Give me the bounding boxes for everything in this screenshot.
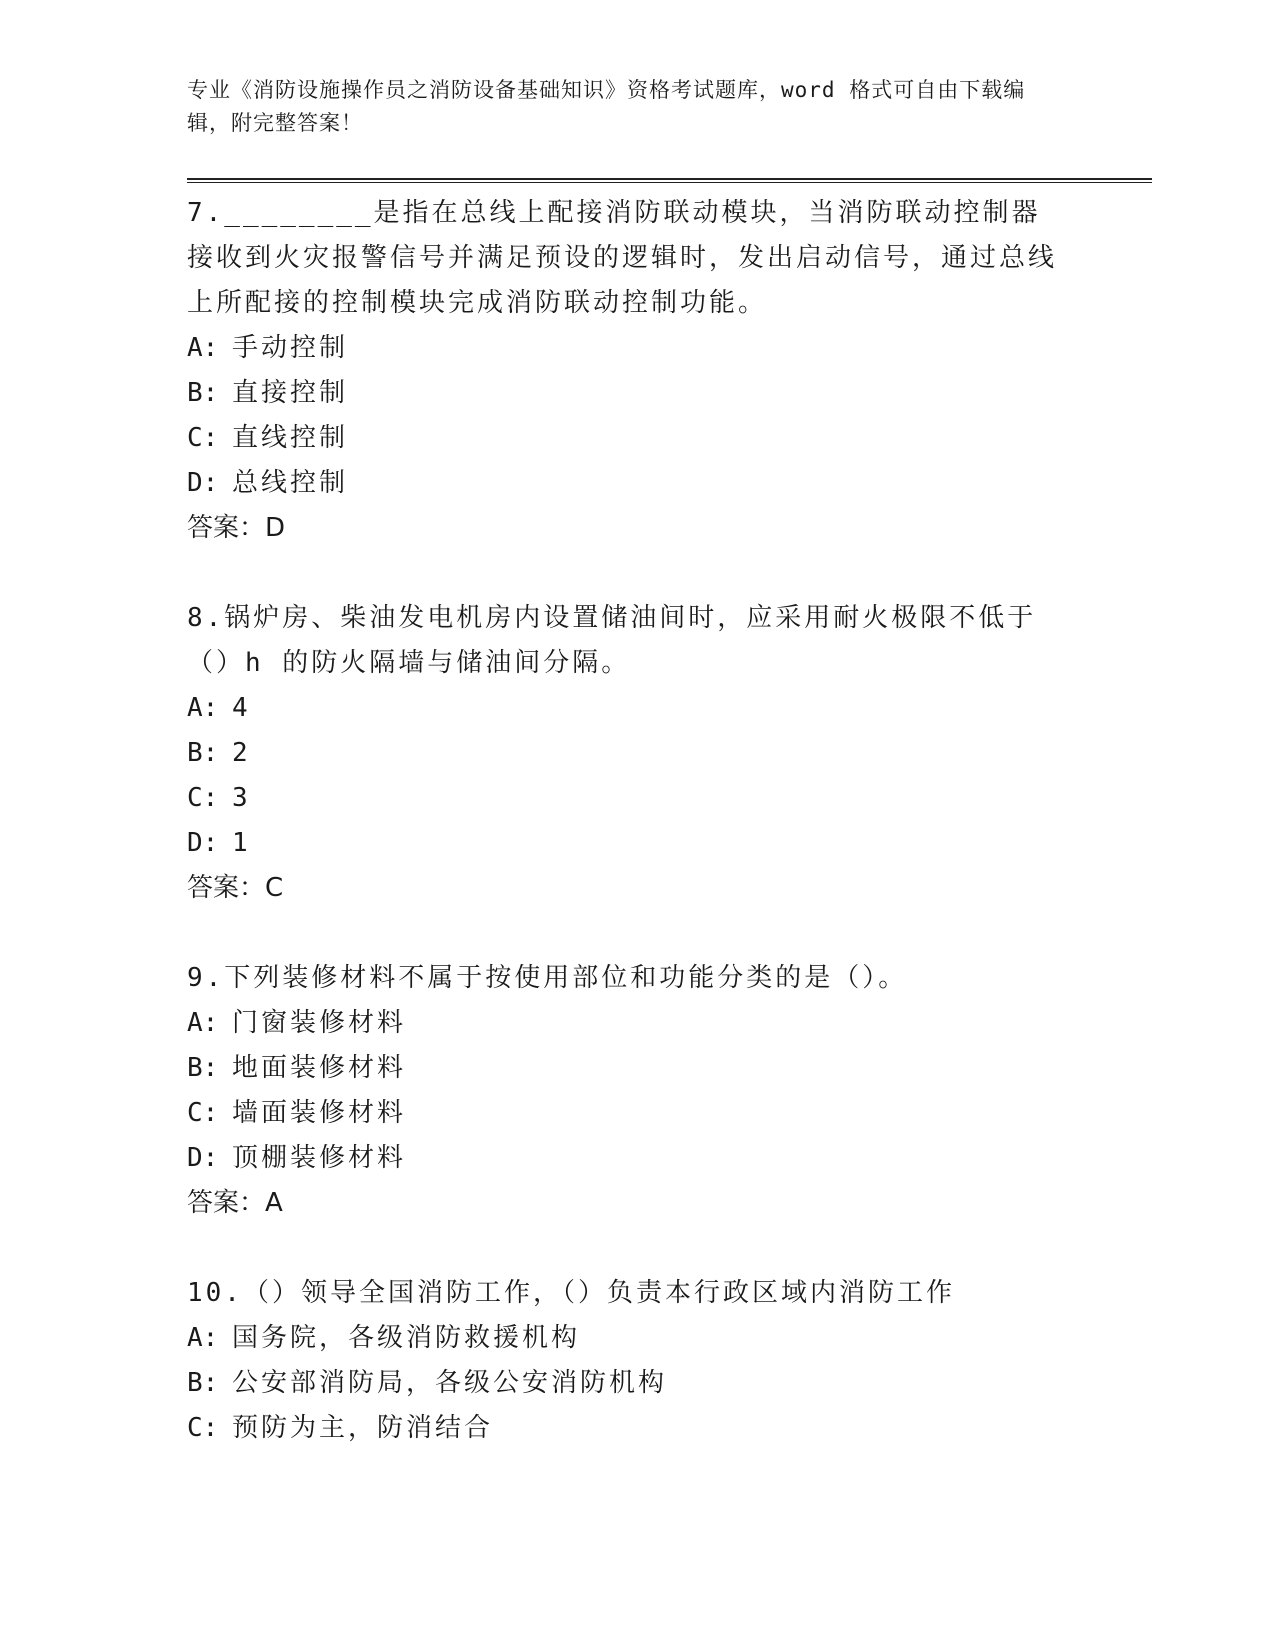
option-letter: C: (187, 1098, 219, 1128)
option-d (187, 461, 1067, 506)
question-7 (187, 191, 1067, 551)
option-text: 地面装修材料 (232, 1053, 407, 1083)
option-a (187, 326, 1067, 371)
option-letter: B: (187, 1368, 219, 1398)
option-text: 手动控制 (232, 333, 349, 363)
option-text: 直线控制 (232, 423, 349, 453)
question-10 (187, 1271, 1067, 1451)
option-c (187, 1091, 1067, 1136)
answer-line: 答案：C (187, 873, 284, 903)
question-list (187, 191, 1067, 1496)
option-text: 3 (232, 783, 251, 813)
option-text: 预防为主，防消结合 (232, 1413, 494, 1443)
answer-line: 答案：D (187, 513, 286, 543)
option-letter: A: (187, 1323, 219, 1353)
option-letter: A: (187, 333, 219, 363)
option-text: 顶棚装修材料 (232, 1143, 407, 1173)
option-c (187, 1406, 1067, 1451)
question-8 (187, 596, 1067, 911)
option-a (187, 1001, 1067, 1046)
option-letter: A: (187, 1008, 219, 1038)
option-letter: B: (187, 378, 219, 408)
option-c (187, 416, 1067, 461)
option-letter: C: (187, 783, 219, 813)
question-stem: 9.下列装修材料不属于按使用部位和功能分类的是（）。 (187, 963, 908, 993)
option-c (187, 776, 1067, 821)
option-b (187, 731, 1067, 776)
answer-line: 答案：A (187, 1188, 283, 1218)
option-text: 4 (232, 693, 251, 723)
document-header: 专业《消防设施操作员之消防设备基础知识》资格考试题库，word 格式可自由下载编辑，附完整答案！ (187, 78, 1026, 135)
option-d (187, 1136, 1067, 1181)
header-divider (187, 178, 1152, 183)
option-text: 直接控制 (232, 378, 349, 408)
option-text: 总线控制 (232, 468, 349, 498)
option-text: 1 (232, 828, 251, 858)
option-text: 门窗装修材料 (232, 1008, 407, 1038)
option-letter: D: (187, 468, 219, 498)
option-letter: B: (187, 738, 219, 768)
option-d (187, 821, 1067, 866)
option-letter: C: (187, 423, 219, 453)
option-a (187, 1316, 1067, 1361)
option-letter: A: (187, 693, 219, 723)
option-text: 公安部消防局，各级公安消防机构 (232, 1368, 668, 1398)
question-9 (187, 956, 1067, 1226)
option-letter: D: (187, 828, 219, 858)
option-b (187, 1046, 1067, 1091)
option-b (187, 1361, 1067, 1406)
option-text: 墙面装修材料 (232, 1098, 407, 1128)
question-stem: 7.________是指在总线上配接消防联动模块，当消防联动控制器接收到火灾报警信号并满足预设的逻辑时，发出启动信号，通过总线上所配接的控制模块完成消防联动控制功能。 (187, 198, 1058, 318)
question-stem: 10.（）领导全国消防工作，（）负责本行政区域内消防工作 (187, 1278, 955, 1308)
option-text: 国务院，各级消防救援机构 (232, 1323, 581, 1353)
option-b (187, 371, 1067, 416)
option-letter: C: (187, 1413, 219, 1443)
option-letter: D: (187, 1143, 219, 1173)
question-stem: 8.锅炉房、柴油发电机房内设置储油间时，应采用耐火极限不低于（）h 的防火隔墙与储油间分隔。 (187, 603, 1037, 678)
option-a (187, 686, 1067, 731)
option-letter: B: (187, 1053, 219, 1083)
option-text: 2 (232, 738, 251, 768)
